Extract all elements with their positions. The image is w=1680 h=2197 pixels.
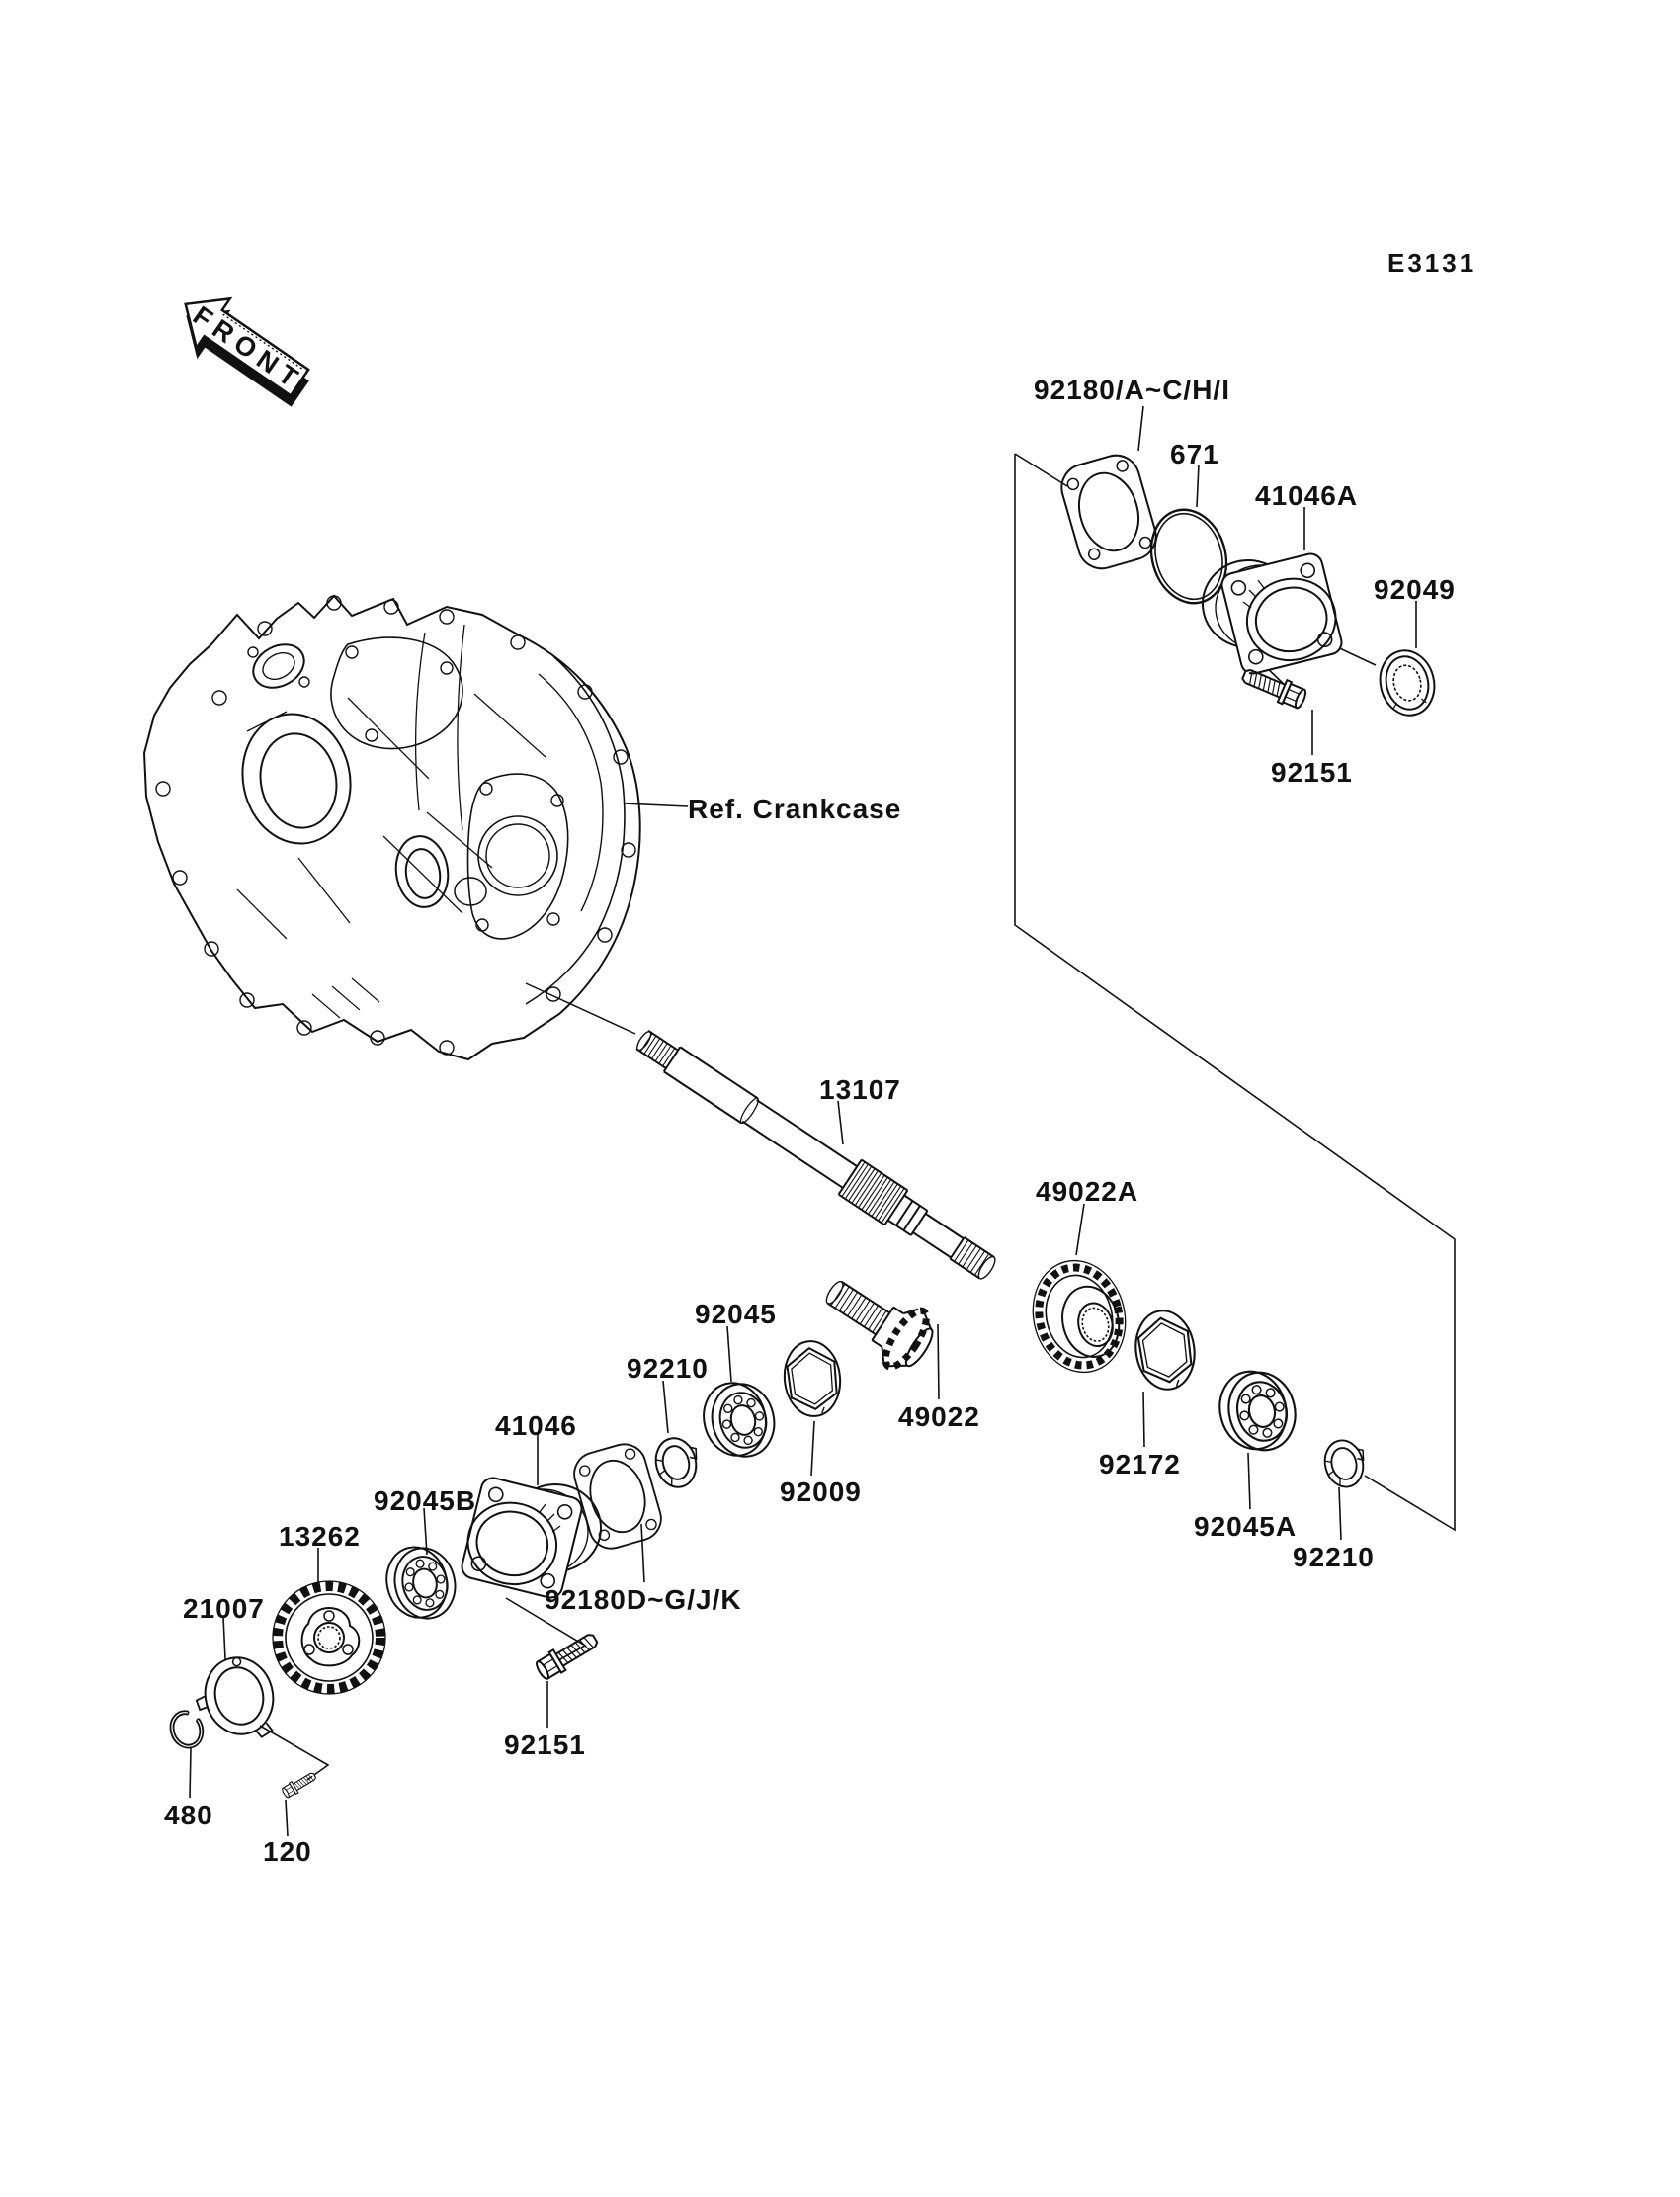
part-label-49022: 49022 — [898, 1401, 980, 1432]
part-label-92045a: 92045A — [1194, 1511, 1298, 1542]
gasket-rear-cover-drawing — [569, 1439, 666, 1554]
part-label-480: 480 — [164, 1800, 213, 1830]
part-label-92210-right: 92210 — [1293, 1542, 1375, 1572]
part-label-92045b: 92045B — [374, 1485, 477, 1516]
washer-92210-left-drawing — [651, 1433, 705, 1491]
part-label-92210-left: 92210 — [627, 1353, 709, 1384]
ref-crankcase-label: Ref. Crankcase — [688, 794, 902, 824]
washer-92210-right-drawing — [1320, 1436, 1371, 1491]
ring-92172-drawing — [1131, 1307, 1199, 1393]
crankcase-drawing — [144, 596, 640, 1059]
shaft-13107-drawing — [630, 1021, 1003, 1288]
part-label-92180-front: 92180/A~C/H/I — [1034, 375, 1230, 405]
bolt-upper-drawing — [1239, 664, 1308, 712]
front-marker-label: FRONT — [188, 300, 309, 397]
bearing-92045b-drawing — [379, 1539, 462, 1627]
part-label-92180-rear: 92180D~G/J/K — [545, 1584, 742, 1615]
gear-13262-drawing — [273, 1581, 385, 1694]
part-label-13262: 13262 — [279, 1521, 361, 1552]
shim-92009-drawing — [781, 1338, 844, 1418]
part-label-92049: 92049 — [1374, 574, 1456, 605]
bearing-92045a-drawing — [1212, 1362, 1303, 1459]
part-label-13107: 13107 — [819, 1074, 901, 1105]
bearing-92045-drawing — [696, 1375, 782, 1466]
part-label-21007: 21007 — [183, 1593, 265, 1624]
part-label-92172: 92172 — [1099, 1449, 1181, 1479]
bearing-housing-front-drawing — [1203, 551, 1344, 676]
gasket-front-cover-drawing — [1056, 450, 1162, 574]
part-label-41046: 41046 — [495, 1410, 577, 1441]
diagram-code: E3131 — [1387, 248, 1477, 278]
part-label-41046a: 41046A — [1255, 480, 1359, 511]
part-label-120: 120 — [263, 1836, 312, 1867]
part-label-92151-upper: 92151 — [1271, 757, 1353, 788]
o-ring-671-drawing — [1140, 501, 1237, 613]
part-label-671: 671 — [1170, 439, 1219, 469]
bolt-lower-drawing — [534, 1629, 602, 1682]
screw-120-drawing — [281, 1770, 318, 1800]
part-label-49022a: 49022A — [1036, 1176, 1139, 1207]
part-label-92151-lower: 92151 — [504, 1730, 586, 1760]
part-label-92045: 92045 — [695, 1299, 777, 1329]
oil-seal-drawing — [1374, 644, 1441, 720]
gear-49022a-drawing — [1022, 1251, 1137, 1383]
o-ring-480-drawing — [165, 1707, 208, 1753]
part-label-92009: 92009 — [780, 1477, 862, 1507]
